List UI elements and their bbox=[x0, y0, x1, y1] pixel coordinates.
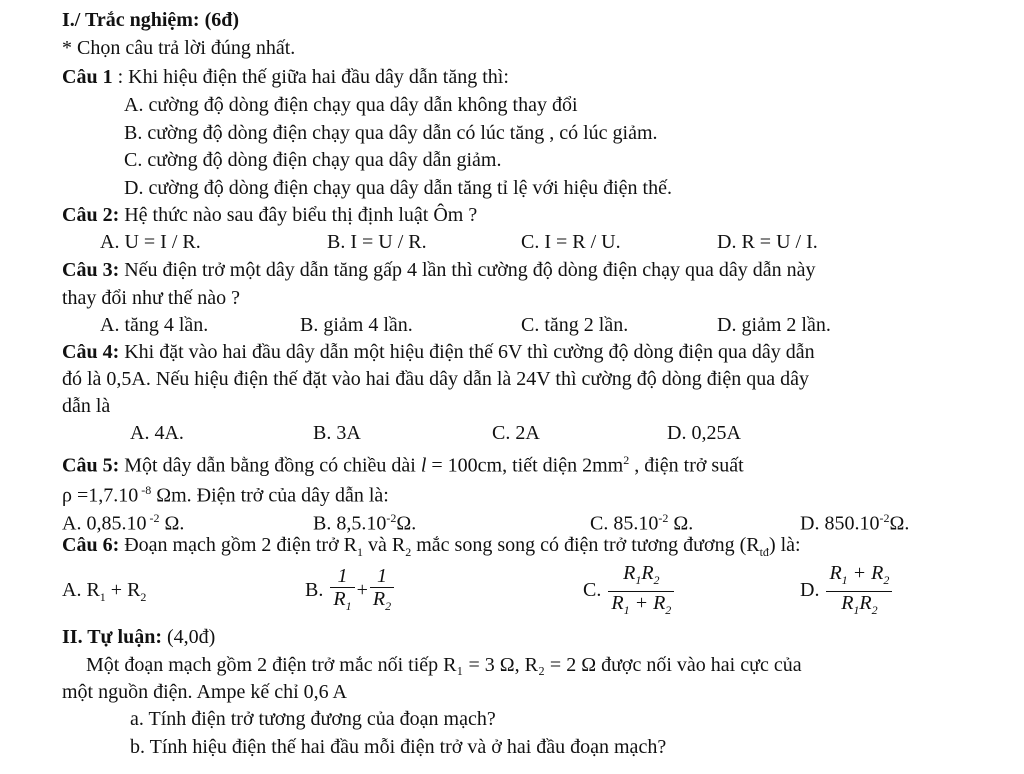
q2-option-d: D. R = U / I. bbox=[717, 231, 818, 253]
q4-option-b: B. 3A bbox=[313, 422, 361, 444]
q5-option-c: C. $85.10^{-2}$ Ω. bbox=[590, 511, 694, 535]
q5-stem-line2: ρ =1,7.10 $^{-8}$ Ωm. Điện trở của dây dẫn là: bbox=[62, 483, 389, 507]
q5-option-b: B. $8,5.10^{-2}\Omega$. bbox=[313, 511, 417, 535]
q4-stem-line3: dẫn là bbox=[62, 395, 111, 417]
section2-title: II. Tự luận: (4,0đ) bbox=[62, 626, 216, 648]
fraction-r1r2-over-sum: $\frac{R_1R_2}{R_1 + R_2}$ bbox=[608, 562, 674, 621]
q4-option-d: D. 0,25A bbox=[667, 422, 741, 444]
q3-stem: Câu 3: Nếu điện trở một dây dẫn tăng gấp 4 lần thì cường độ dòng điện chạy qua dây dẫn này bbox=[62, 259, 816, 281]
q2-option-a: A. U = I / R. bbox=[100, 231, 201, 253]
q5-option-d: D. $850.10^{-2}\Omega$. bbox=[800, 511, 910, 535]
section2-question-a: a. Tính điện trở tương đương của đoạn mạch? bbox=[130, 708, 496, 730]
section1-title: I./ Trắc nghiệm: (6đ) bbox=[62, 9, 240, 31]
fraction-1-over-r2: $\frac{1}{R_2}$ bbox=[370, 565, 394, 617]
q6-stem: Câu 6: Đoạn mạch gồm 2 điện trở $R_1$ và $R_2$ mắc song song có điện trở tương đương $(R_{tđ})$ là: bbox=[62, 534, 801, 559]
q2-option-b: B. I = U / R. bbox=[327, 231, 427, 253]
section1-instruction: * Chọn câu trả lời đúng nhất. bbox=[62, 37, 296, 59]
q1-option-c: C. cường độ dòng điện chạy qua dây dẫn giảm. bbox=[124, 149, 502, 171]
q2-option-c: C. I = R / U. bbox=[521, 231, 621, 253]
q3-option-d: D. giảm 2 lần. bbox=[717, 314, 831, 336]
q3-option-b: B. giảm 4 lần. bbox=[300, 314, 413, 336]
section2-question-b: b. Tính hiệu điện thế hai đầu mỗi điện trở và ở hai đầu đoạn mạch? bbox=[130, 736, 667, 758]
q5-stem: Câu 5: Một dây dẫn bằng đồng có chiều dài l = 100cm, tiết diện $2mm^2$ , điện trở suất bbox=[62, 453, 744, 477]
fraction-sum-over-r1r2: $\frac{R_1 + R_2}{R_1R_2}$ bbox=[826, 562, 892, 621]
q4-stem: Câu 4: Khi đặt vào hai đầu dây dẫn một hiệu điện thế 6V thì cường độ dòng điện qua dây dẫn bbox=[62, 341, 815, 363]
q3-stem-line2: thay đổi như thế nào ? bbox=[62, 287, 241, 309]
q6-option-d: D. $\frac{R_1 + R_2}{R_1R_2}$ bbox=[800, 562, 894, 621]
q3-option-a: A. tăng 4 lần. bbox=[100, 314, 209, 336]
q4-option-c: C. 2A bbox=[492, 422, 540, 444]
q3-option-c: C. tăng 2 lần. bbox=[521, 314, 629, 336]
q2-stem: Câu 2: Hệ thức nào sau đây biểu thị định luật Ôm ? bbox=[62, 204, 478, 226]
fraction-1-over-r1: $\frac{1}{R_1}$ bbox=[330, 565, 354, 617]
section2-paragraph-line1: Một đoạn mạch gồm 2 điện trở mắc nối tiếp R₁ = 3 Ω, R₂ = 2 Ω được nối vào hai cực của bbox=[86, 654, 802, 676]
q6-option-a: A. $R_1 + R_2$ bbox=[62, 579, 147, 604]
q6-option-c: C. $\frac{R_1R_2}{R_1 + R_2}$ bbox=[583, 562, 676, 621]
q1-option-a: A. cường độ dòng điện chạy qua dây dẫn không thay đổi bbox=[124, 94, 578, 116]
q1-stem: Câu 1 : Khi hiệu điện thế giữa hai đầu dây dẫn tăng thì: bbox=[62, 66, 509, 88]
q1-option-d: D. cường độ dòng điện chạy qua dây dẫn tăng tỉ lệ với hiệu điện thế. bbox=[124, 177, 672, 199]
q4-stem-line2: đó là 0,5A. Nếu hiệu điện thế đặt vào hai đầu dây dẫn là 24V thì cường độ dòng điện qua dây bbox=[62, 368, 809, 390]
q5-option-a: A. 0,85.10 $^{-2}$ Ω. bbox=[62, 511, 185, 535]
q4-option-a: A. 4A. bbox=[130, 422, 184, 444]
section2-paragraph-line2: một nguồn điện. Ampe kế chỉ 0,6 A bbox=[62, 681, 347, 703]
q6-option-b: B. $\frac{1}{R_1}$ + $\frac{1}{R_2}$ bbox=[305, 562, 396, 618]
q1-option-b: B. cường độ dòng điện chạy qua dây dẫn có lúc tăng , có lúc giảm. bbox=[124, 122, 658, 144]
